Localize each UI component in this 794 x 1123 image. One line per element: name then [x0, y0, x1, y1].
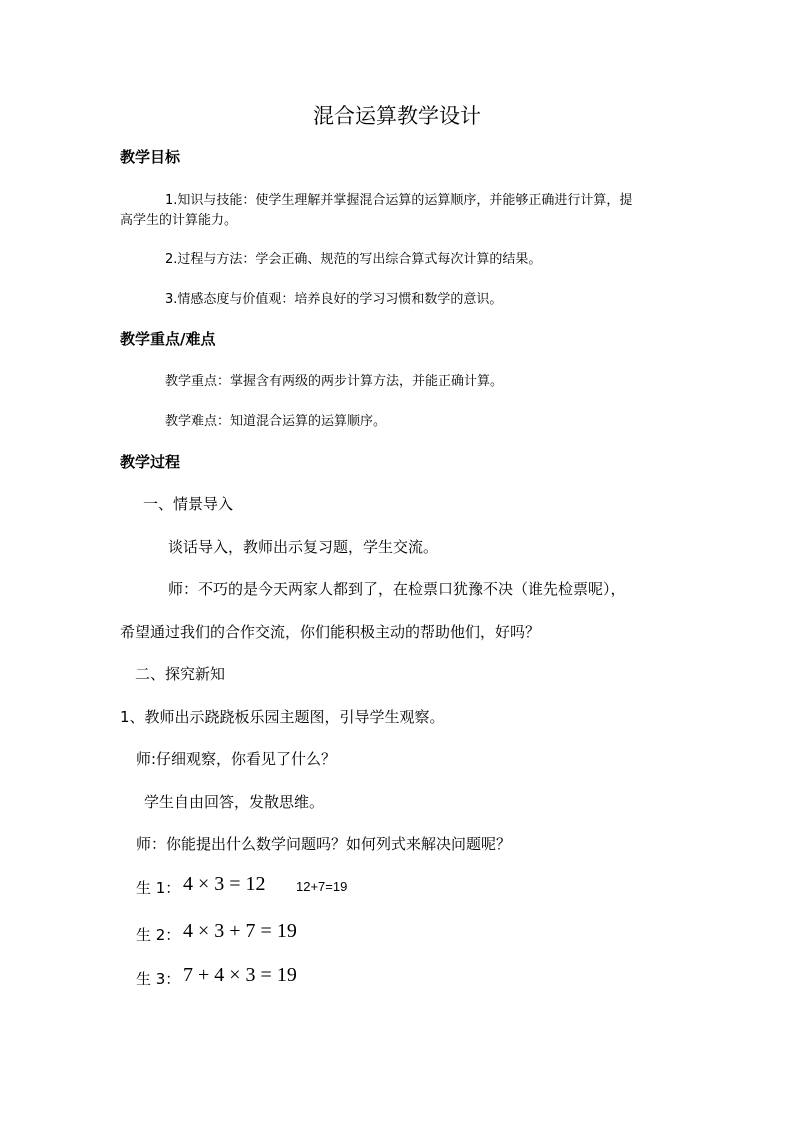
part1-paragraph-1: 谈话导入，教师出示复习题，学生交流。 — [168, 538, 439, 556]
section-heading-goals: 教学目标 — [120, 148, 181, 166]
goal-item-3: 3.情感态度与价值观：培养良好的学习习惯和数学的意识。 — [165, 292, 503, 307]
key-focus: 教学重点：掌握含有两级的两步计算方法，并能正确计算。 — [165, 374, 504, 389]
part2-question-2: 师：你能提出什么数学问题吗？如何列式来解决问题呢？ — [136, 835, 512, 853]
student-2-formula: 4 × 3 + 7 = 19 — [183, 920, 297, 942]
student-1-label: 生 1： — [136, 879, 181, 897]
part2-answer-1: 学生自由回答，发散思维。 — [144, 793, 325, 811]
part1-paragraph-2-line1: 师：不巧的是今天两家人都到了，在检票口犹豫不决（谁先检票呢）， — [168, 580, 626, 598]
section-heading-process: 教学过程 — [120, 453, 181, 471]
student-3-label: 生 3： — [136, 970, 181, 988]
section-heading-key-points: 教学重点/难点 — [120, 330, 216, 348]
student-2-label: 生 2： — [136, 926, 181, 944]
part2-question-1: 师:仔细观察，你看见了什么？ — [136, 750, 337, 768]
student-1-note: 12+7=19 — [296, 879, 348, 894]
part1-title: 一、情景导入 — [143, 495, 234, 513]
part2-title: 二、探究新知 — [135, 665, 226, 683]
goal-item-2: 2.过程与方法：学会正确、规范的写出综合算式每次计算的结果。 — [165, 252, 542, 267]
part1-paragraph-2-line2: 希望通过我们的合作交流，你们能积极主动的帮助他们，好吗？ — [120, 623, 541, 641]
goal-item-1-line2: 高学生的计算能力。 — [120, 213, 238, 228]
key-difficulty: 教学难点：知道混合运算的运算顺序。 — [165, 414, 387, 429]
goal-item-1-line1: 1.知识与技能：使学生理解并掌握混合运算的运算顺序，并能够正确进行计算，提 — [165, 193, 633, 208]
student-1-formula: 4 × 3 = 12 — [183, 873, 266, 895]
document-title: 混合运算教学设计 — [313, 104, 481, 128]
part2-step-1: 1、教师出示跷跷板乐园主题图，引导学生观察。 — [120, 708, 445, 726]
student-3-formula: 7 + 4 × 3 = 19 — [183, 964, 297, 986]
